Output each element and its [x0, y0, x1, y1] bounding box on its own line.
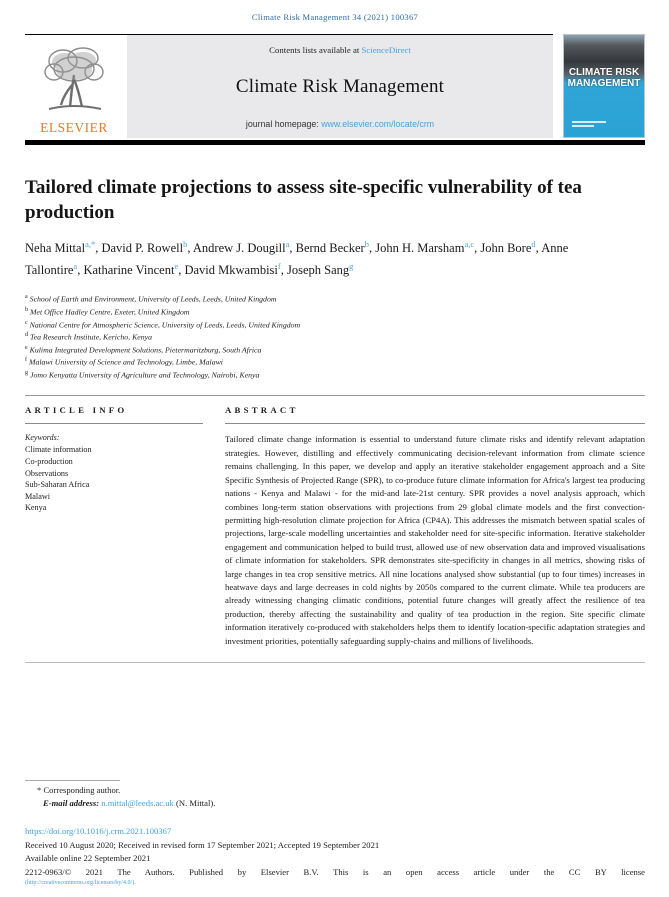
keywords-label: Keywords: — [25, 433, 60, 443]
abstract-rule — [225, 423, 645, 424]
author: Anne Tallontire — [25, 241, 569, 277]
homepage-line: journal homepage: www.elsevier.com/locate/crm — [245, 119, 435, 129]
author: Joseph Sang — [286, 262, 350, 277]
cover-title: CLIMATE RISK MANAGEMENT — [567, 67, 641, 89]
article-footer — [25, 825, 645, 887]
license-url-link[interactable]: (http://creativecommons.org/licenses/by/4.0/). — [25, 880, 136, 886]
footnote-divider — [25, 780, 120, 781]
elsevier-wordmark: ELSEVIER — [40, 120, 108, 135]
keyword: Observations — [25, 468, 69, 478]
journal-homepage-link[interactable]: www.elsevier.com/locate/crm — [321, 119, 435, 129]
available-online-line: Available online 22 September 2021 — [25, 853, 151, 863]
author: Bernd Becker — [295, 241, 365, 256]
author: David P. Rowell — [101, 241, 184, 256]
corresponding-author-line: * Corresponding author. — [37, 785, 121, 795]
cover-footer-decoration — [572, 121, 606, 129]
copyright-line: 2212-0963/© 2021 The Authors. Published by Elsevier B.V. This is an open access article under the CC BY license — [25, 866, 645, 877]
masthead — [25, 34, 645, 138]
affiliation: $^b$ Met Office Hadley Centre, Exeter, United Kingdom — [25, 306, 190, 317]
affiliation: $^f$ Malawi University of Science and Technology, Limbe, Malawi — [25, 357, 223, 367]
article-info-heading: ARTICLE INFO — [25, 405, 128, 416]
author: Katharine Vincent — [83, 262, 175, 277]
author: David Mkwambisi — [184, 262, 278, 277]
article-info-rule — [25, 423, 203, 424]
abstract-column — [225, 405, 645, 648]
article-title: Tailored climate projections to assess site-specific vulnerability of tea production — [25, 177, 582, 223]
info-abstract-section — [25, 395, 645, 663]
author: John H. Marsham — [375, 241, 465, 256]
elsevier-logo — [25, 35, 127, 138]
journal-title: Climate Risk Management — [235, 76, 445, 97]
email-link[interactable]: n.mittal@leeds.ac.uk — [101, 797, 174, 808]
affiliation: $^a$ School of Earth and Environment, University of Leeds, Leeds, United Kingdom — [25, 294, 277, 304]
sciencedirect-link[interactable]: ScienceDirect — [361, 45, 411, 55]
corresponding-author-note — [25, 784, 645, 809]
author: John Bore — [480, 241, 532, 256]
elsevier-tree-icon — [41, 45, 107, 119]
keyword: Sub-Saharan Africa — [25, 480, 90, 490]
keyword: Malawi — [25, 491, 51, 501]
keyword: Climate information — [25, 445, 92, 455]
keyword: Kenya — [25, 503, 47, 513]
article-info-column — [25, 405, 225, 648]
email-line: E-mail address: n.mittal@leeds.ac.uk (N. Mittal). — [43, 797, 216, 808]
masthead-divider-bar — [25, 140, 645, 145]
author: Neha Mittal — [25, 241, 86, 256]
contents-line: Contents lists available at ScienceDirect — [269, 45, 411, 55]
journal-banner — [127, 35, 553, 138]
affiliation: $^e$ Kulima Integrated Development Solutions, Pietermaritzburg, South Africa — [25, 344, 262, 355]
whitespace — [25, 663, 645, 780]
abstract-text: Tailored climate change information is essential to understand future climate risks and identify relevant adaptation strategies. However, distilling and effectively communicating decision-relevant information from climate science remains challenging. In this paper, we develop and apply an iterative stakeholder engagement approach and a Site Specific Synthesis of Projected Range (SPR), to co-produce future climate information for Africa's largest tea producing nations - Kenya and Malawi - for the mid-and late-21st century. SPR provides a novel analysis approach, which combines long-term station observations with projections from 29 global climate models and the first convection-permitting high-resolution climate projection for Africa (CP4A). This addresses the mismatch between spatial scales of projections, large-scale modelling uncertainties and stakeholder need for site-specific information. Iterative stakeholder engagement and communication helped to build trust, allowed use of new observation data and improved visualisations of climate information for stakeholders. SPR demonstrates site-specificity in changes in all metrics, showing risks of large changes in tea crop sensitive metrics. All nine locations analysed show substantial (up to four times) increases in heatwave days and large decreases in cold nights by 2050s compared to the current climate. While tea producers are already witnessing changing climatic conditions, potential future changes will greatly affect the resilience of tea production, thereby affecting the sustainability and quality of tea production in the region. Site specific climate information iteratively co-produced with stakeholders helps them to identify location-specific adaptation strategies and investment priorities, potentially safeguarding supply-chains and millions of livelihoods. — [225, 434, 645, 646]
doi-link[interactable]: https://doi.org/10.1016/j.crm.2021.100367 — [25, 826, 172, 836]
running-head-citation: Climate Risk Management 34 (2021) 100367 — [251, 12, 419, 22]
keyword: Co-production — [25, 457, 73, 467]
author-list: Neha Mittal$^{a,*}$, David P. Rowell$^b$, Andrew J. Dougill$^a$, Bernd Becker$^b$, John H. Marsham$^{a,c}$, John Bore$^d$, Anne Tallontire$^a$, Katharine Vincent$^e$, David Mkwambisi$^f$, Joseph Sang$^g$ — [25, 239, 569, 277]
affiliation: $^g$ Jomo Kenyatta University of Agriculture and Technology, Nairobi, Kenya — [25, 369, 260, 380]
abstract-heading: ABSTRACT — [225, 405, 299, 416]
affiliation-list — [25, 292, 645, 380]
author: Andrew J. Dougill — [192, 241, 286, 256]
journal-cover-thumbnail — [563, 34, 645, 138]
affiliation: $^c$ National Centre for Atmospheric Science, University of Leeds, Leeds, United Kingdom — [25, 319, 301, 330]
received-dates-line: Received 10 August 2020; Received in revised form 17 September 2021; Accepted 19 September 2021 — [25, 839, 380, 850]
affiliation: $^d$ Tea Research Institute, Kericho, Kenya — [25, 332, 152, 342]
